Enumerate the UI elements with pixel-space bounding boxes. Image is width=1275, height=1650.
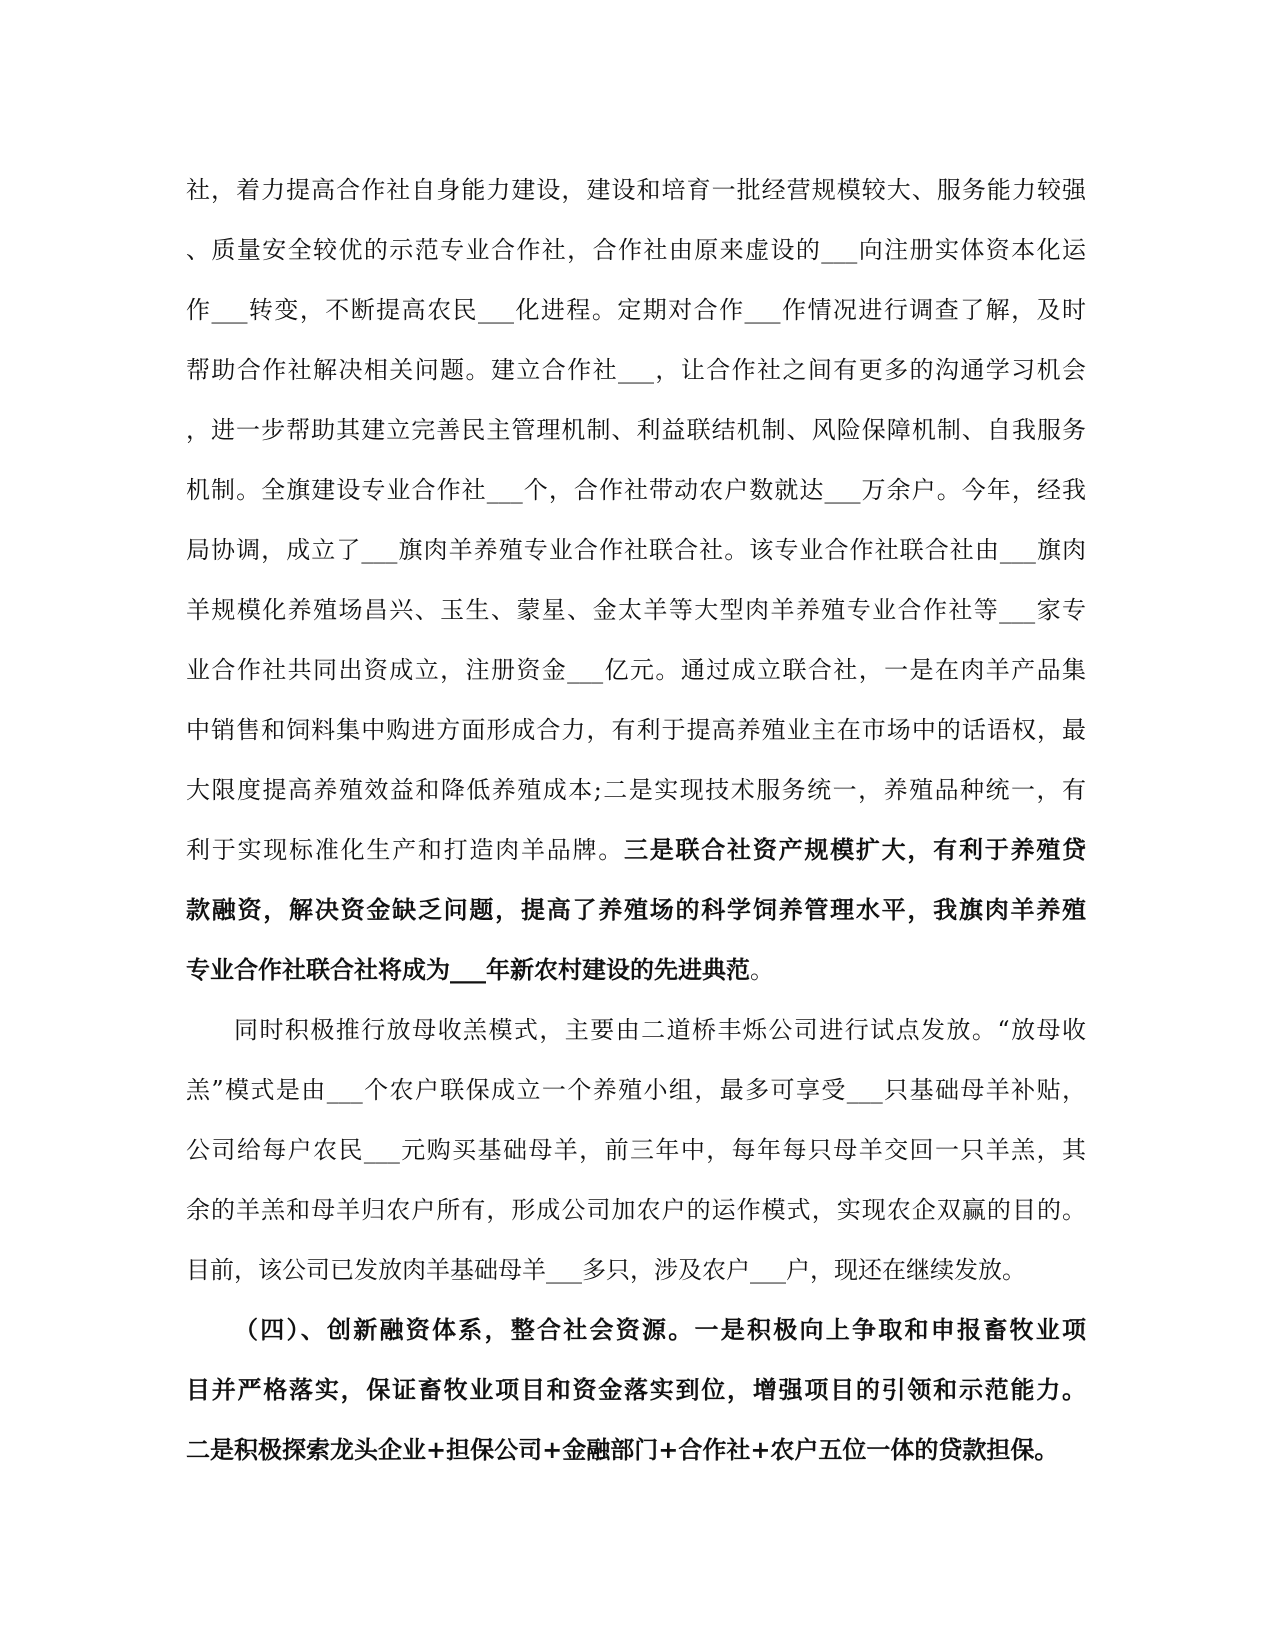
text-line [186, 640, 1086, 700]
text-line [186, 220, 1086, 280]
text-line [186, 160, 1086, 220]
text-run: 同时积极推行放母收羔模式，主要由二道桥丰烁公司进行试点发放。“放母收 [234, 1016, 1086, 1044]
text-run: 。 [750, 956, 774, 984]
text-line [186, 280, 1086, 340]
text-run: 目前，该公司已发放肉羊基础母羊___多只，涉及农户___户，现还在继续发放。 [186, 1256, 1026, 1284]
text-line [186, 1180, 1086, 1240]
text-run: 局协调，成立了___旗肉羊养殖专业合作社联合社。该专业合作社联合社由___旗肉 [186, 536, 1086, 564]
text-run: 机制。全旗建设专业合作社___个，合作社带动农户数就达___万余户。今年，经我 [186, 476, 1086, 504]
text-line [186, 820, 1086, 880]
text-run: 、质量安全较优的示范专业合作社，合作社由原来虚设的___向注册实体资本化运 [186, 236, 1086, 264]
text-run: 余的羊羔和母羊归农户所有，形成公司加农户的运作模式，实现农企双赢的目的。 [186, 1196, 1086, 1224]
bold-text: 款融资，解决资金缺乏问题，提高了养殖场的科学饲养管理水平，我旗肉羊养殖 [186, 895, 1086, 924]
bold-text: （四）、创新融资体系，整合社会资源。一是积极向上争取和申报畜牧业项 [234, 1315, 1086, 1344]
text-line [186, 1000, 1086, 1060]
text-line [186, 700, 1086, 760]
text-line [186, 1360, 1086, 1420]
paragraph-1 [186, 160, 1086, 1000]
text-run: 帮助合作社解决相关问题。建立合作社___，让合作社之间有更多的沟通学习机会 [186, 356, 1086, 384]
text-run: 羔”模式是由___个农户联保成立一个养殖小组，最多可享受___只基础母羊补贴， [186, 1076, 1086, 1104]
document-body [186, 160, 1086, 1480]
text-run: 羊规模化养殖场昌兴、玉生、蒙星、金太羊等大型肉羊养殖专业合作社等___家专 [186, 596, 1086, 624]
text-line [186, 1120, 1086, 1180]
text-line [186, 400, 1086, 460]
bold-text: 目并严格落实，保证畜牧业项目和资金落实到位，增强项目的引领和示范能力。 [186, 1375, 1086, 1404]
text-run: ，进一步帮助其建立完善民主管理机制、利益联结机制、风险保障机制、自我服务 [186, 416, 1086, 444]
text-line [186, 1300, 1086, 1360]
paragraph-3 [186, 1300, 1086, 1480]
bold-text: 二是积极探索龙头企业+担保公司+金融部门+合作社+农户五位一体的贷款担保。 [186, 1435, 1059, 1464]
text-line [186, 520, 1086, 580]
text-run: 公司给每户农民___元购买基础母羊，前三年中，每年每只母羊交回一只羊羔，其 [186, 1136, 1086, 1164]
text-line [186, 580, 1086, 640]
text-run: 社，着力提高合作社自身能力建设，建设和培育一批经营规模较大、服务能力较强 [186, 176, 1086, 204]
text-line [186, 340, 1086, 400]
text-run: 利于实现标准化生产和打造肉羊品牌。 [186, 836, 624, 864]
paragraph-2 [186, 1000, 1086, 1300]
text-run: 中销售和饲料集中购进方面形成合力，有利于提高养殖业主在市场中的话语权，最 [186, 716, 1086, 744]
text-run: 业合作社共同出资成立，注册资金___亿元。通过成立联合社，一是在肉羊产品集 [186, 656, 1086, 684]
text-line [186, 760, 1086, 820]
text-run: 作___转变，不断提高农民___化进程。定期对合作___作情况进行调查了解，及时 [186, 296, 1086, 324]
text-run: 大限度提高养殖效益和降低养殖成本;二是实现技术服务统一，养殖品种统一，有 [186, 776, 1086, 804]
text-line [186, 1060, 1086, 1120]
text-line [186, 460, 1086, 520]
text-line [186, 940, 1086, 1000]
bold-text: 三是联合社资产规模扩大，有利于养殖贷 [624, 835, 1086, 864]
text-line [186, 880, 1086, 940]
text-line [186, 1240, 1086, 1300]
bold-text: 专业合作社联合社将成为___年新农村建设的先进典范 [186, 955, 750, 984]
text-line [186, 1420, 1086, 1480]
